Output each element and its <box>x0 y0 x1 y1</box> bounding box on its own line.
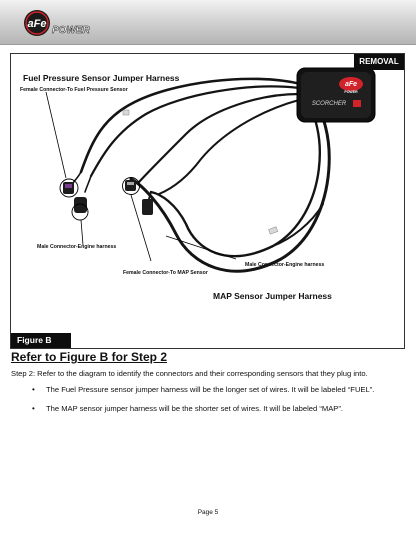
map-male-connector <box>142 199 153 215</box>
afe-power-logo <box>22 8 94 38</box>
fuel-male-connector <box>72 197 88 220</box>
logo-text-main: aFe <box>27 18 47 30</box>
female-fuel-label: Female Connector-To Fuel Pressure Sensor <box>20 87 128 93</box>
female-map-label: Female Connector-To MAP Sensor <box>123 270 208 276</box>
fuel-harness-title: Fuel Pressure Sensor Jumper Harness <box>23 73 180 83</box>
logo-text-sub: POWER <box>52 25 90 36</box>
removal-badge: REMOVAL <box>354 54 404 70</box>
map-harness-title: MAP Sensor Jumper Harness <box>213 291 332 301</box>
bullet-fuel: • The Fuel Pressure sensor jumper harness will be the longer set of wires. It will be labeled “FUEL”. <box>46 383 396 396</box>
module-name: SCORCHER <box>311 101 347 107</box>
figure-b-label: Figure B <box>11 333 71 348</box>
module-brand-sub: POWER <box>344 90 358 94</box>
harness-photo <box>11 54 404 348</box>
map-female-connector <box>123 178 140 195</box>
header-bar <box>0 0 416 45</box>
fuel-female-connector <box>60 179 78 197</box>
module-brand: aFe <box>344 81 358 88</box>
scorcher-module <box>297 68 375 122</box>
step-2-text: Step 2: Refer to the diagram to identify the connectors and their corresponding sensors that they plug into. <box>11 369 368 378</box>
bullet-map: • The MAP sensor jumper harness will be the shorter set of wires. It will be labeled “MAP”. <box>46 402 396 415</box>
male-engine-right-label: Male Connector-Engine harness <box>245 262 325 268</box>
bullet-list <box>46 383 396 421</box>
figure-b-frame <box>10 53 405 349</box>
page-number: Page 5 <box>197 509 219 516</box>
male-engine-left-label: Male Connector-Engine harness <box>37 244 117 250</box>
section-heading: Refer to Figure B for Step 2 <box>11 350 168 364</box>
